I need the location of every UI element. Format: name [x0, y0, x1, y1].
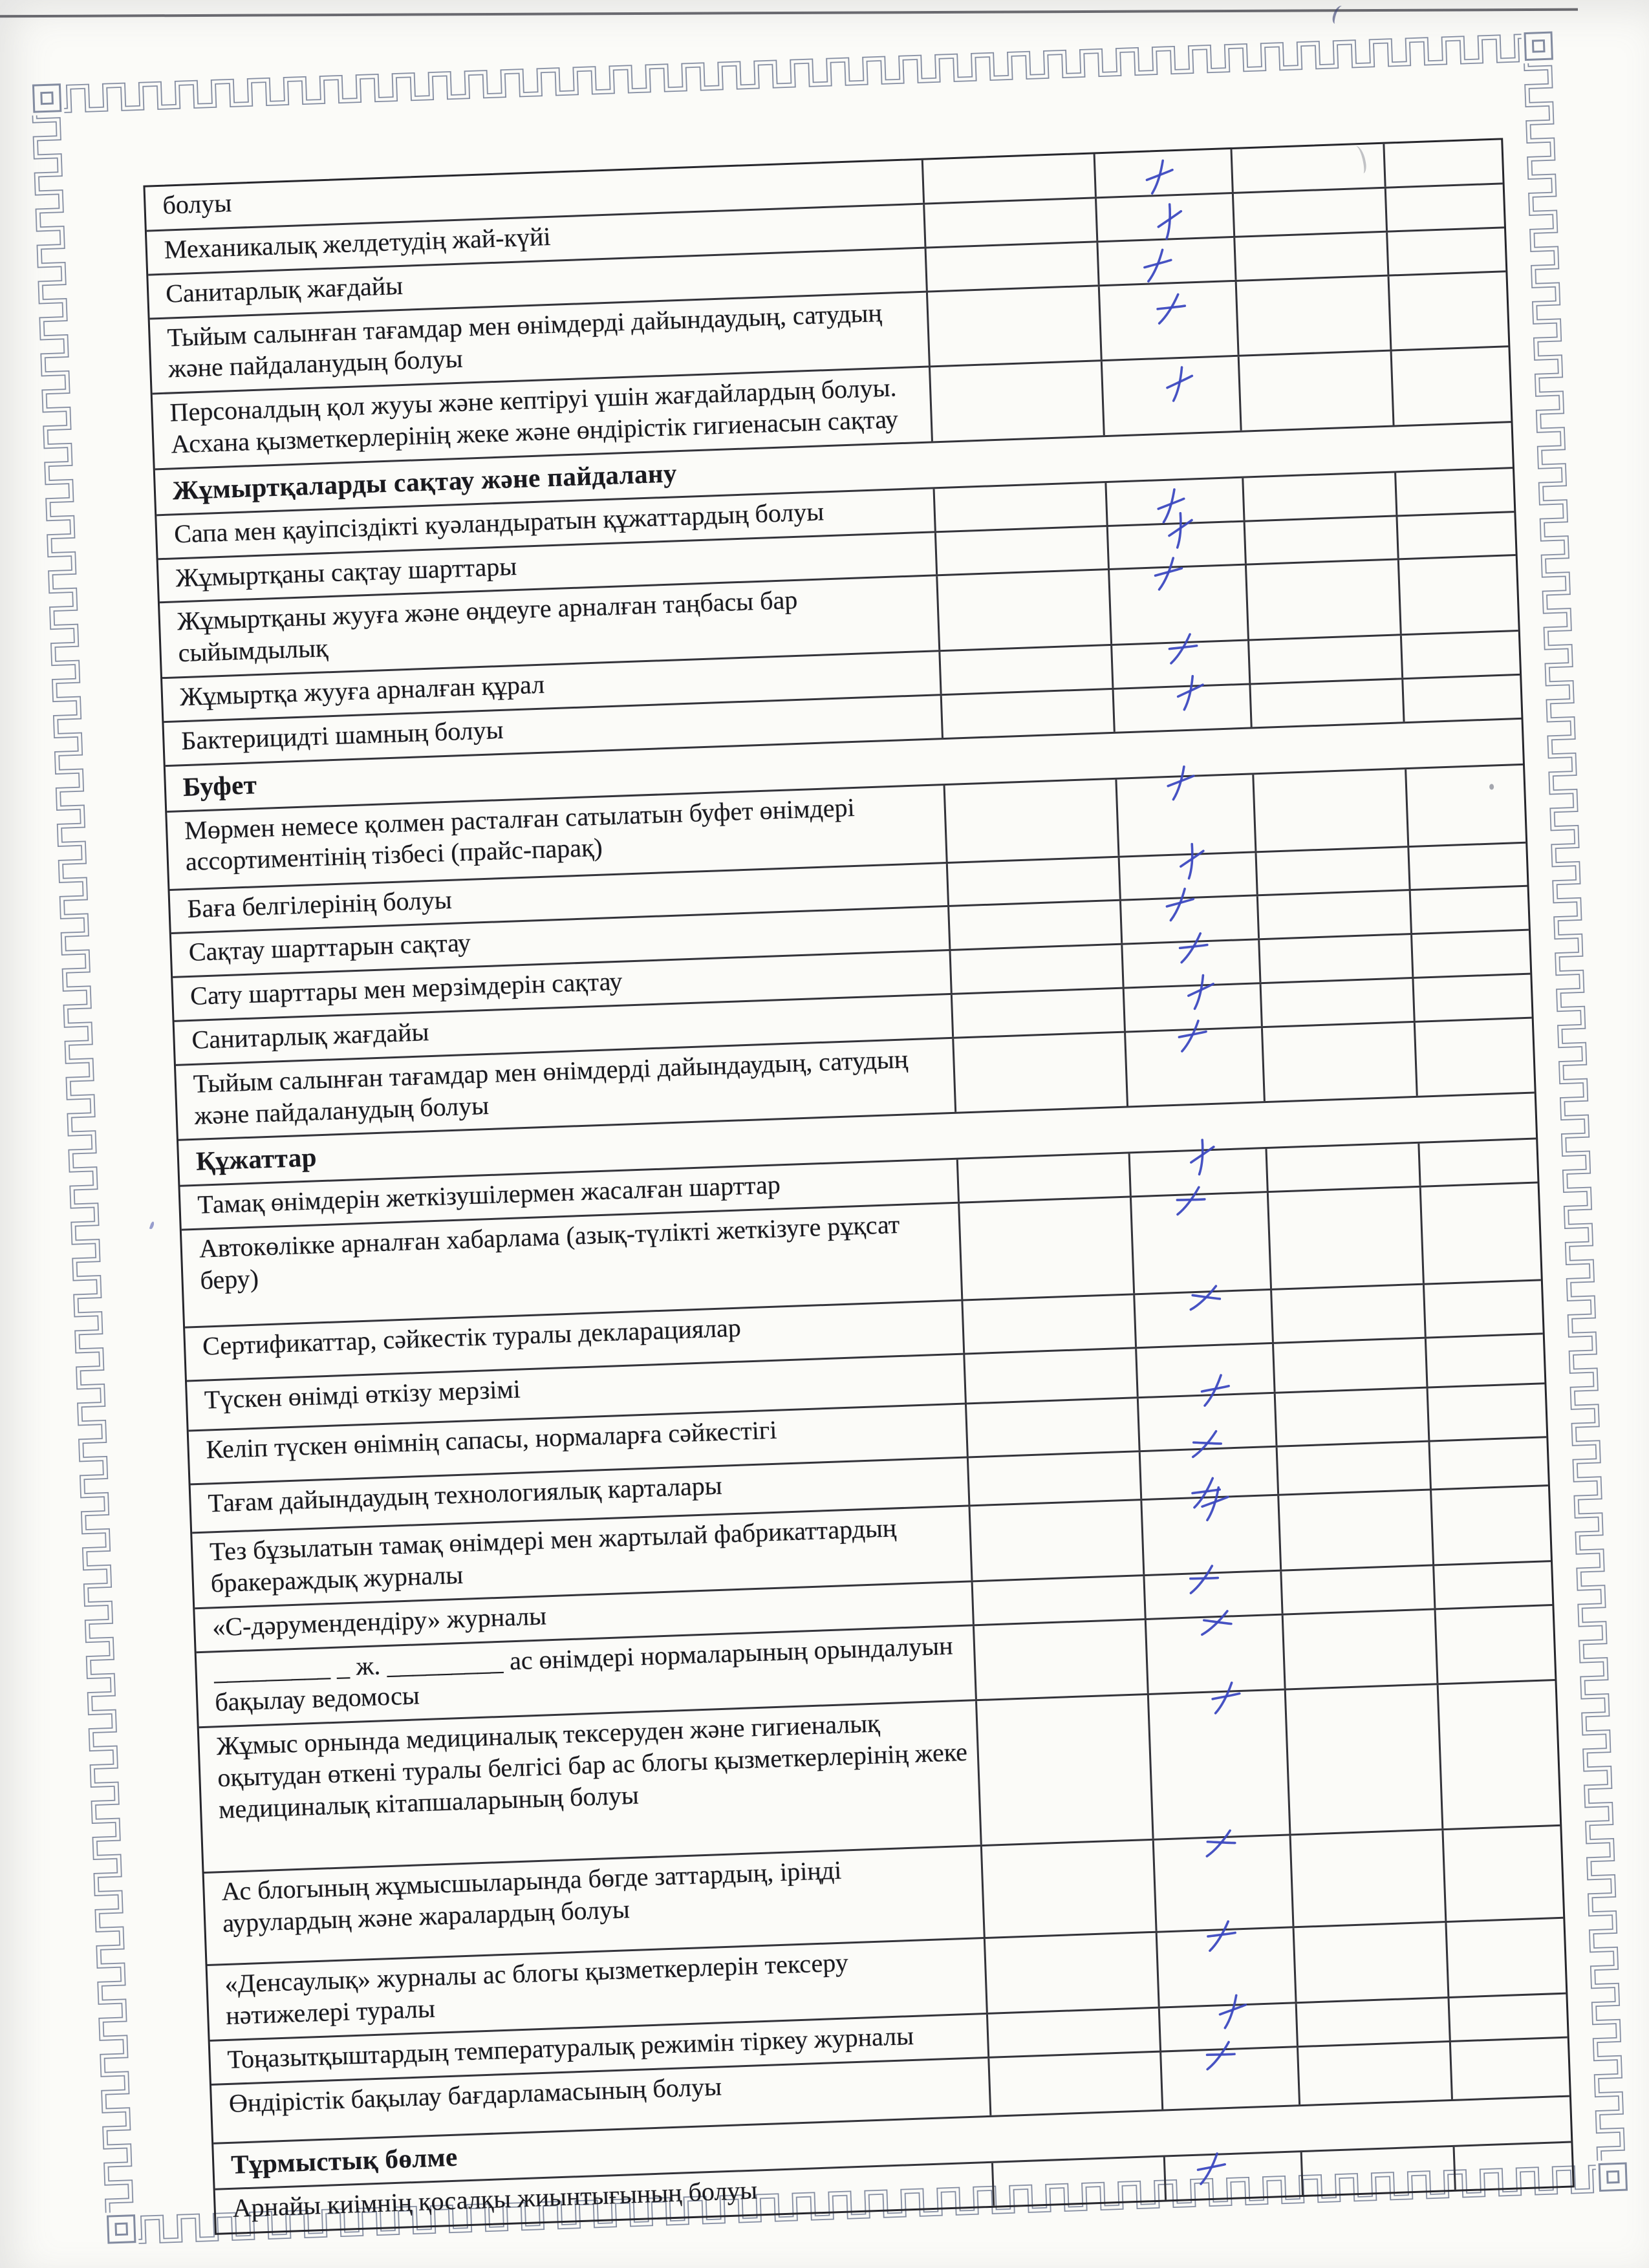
- empty-cell: [1251, 679, 1405, 727]
- empty-cell: [948, 857, 1121, 905]
- mark-cell: [1145, 1571, 1283, 1618]
- item-text: Тез бұзылатын тамақ өнімдері мен жартылай фабрикаттардың бракераждық журналы: [209, 1513, 897, 1598]
- empty-cell: [958, 1154, 1132, 1202]
- empty-cell: [975, 1620, 1149, 1700]
- mark-cell: [1100, 281, 1240, 359]
- empty-cell: [1421, 1184, 1541, 1283]
- empty-cell: [1419, 1140, 1537, 1186]
- empty-cell: [1245, 517, 1399, 564]
- mark-cell: [1117, 775, 1256, 855]
- empty-cell: [1282, 1566, 1436, 1613]
- item-text: Тағам дайындаудың технологиялық карталары: [207, 1470, 723, 1518]
- mark-cell: [1097, 194, 1235, 241]
- empty-cell: [1295, 1923, 1450, 2002]
- empty-cell: [1240, 352, 1395, 431]
- empty-cell: [1256, 848, 1410, 895]
- mark-cell: [1139, 1394, 1278, 1450]
- empty-cell: [1244, 473, 1397, 520]
- item-text: Механикалық желдетудің жай-күйі: [164, 221, 552, 264]
- mark-cell: [1103, 357, 1242, 435]
- empty-cell: [940, 646, 1114, 694]
- empty-cell: [1406, 765, 1525, 845]
- item-text: «С-дәрумендендіру» журналы: [211, 1601, 547, 1642]
- empty-cell: [973, 1576, 1147, 1624]
- handwritten-plus-mark-icon: [1154, 202, 1185, 241]
- mark-cell: [1120, 853, 1258, 899]
- empty-cell: [931, 361, 1105, 441]
- empty-cell: [1434, 1562, 1552, 1608]
- empty-cell: [1402, 632, 1520, 678]
- empty-cell: [960, 1198, 1135, 1300]
- empty-cell: [989, 2052, 1163, 2115]
- empty-cell: [1432, 1486, 1551, 1564]
- handwritten-plus-mark-icon: [1154, 487, 1185, 526]
- item-text: Жұмыртқаны жууға және өңдеуге арналған таңбасы бар сыйымдылық: [177, 585, 798, 668]
- mark-cell: [1137, 1344, 1275, 1396]
- handwritten-plus-mark-icon: [1194, 2150, 1225, 2188]
- item-text: Ас блогының жұмысшыларында бөгде заттардың, іріңді аурулардың және жаралардың болуы: [221, 1855, 842, 1938]
- empty-cell: [1389, 272, 1508, 350]
- empty-cell: [949, 901, 1123, 949]
- empty-cell: [1279, 1491, 1434, 1570]
- ink-speck: [149, 1221, 155, 1230]
- empty-cell: [965, 1349, 1138, 1402]
- border-corner-icon: [1599, 2163, 1628, 2192]
- section-title: Буфет: [182, 769, 257, 802]
- empty-cell: [1274, 1339, 1428, 1392]
- item-text: Сақтау шарттарын сақтау: [188, 928, 471, 967]
- empty-cell: [1260, 935, 1414, 982]
- mark-cell: [1123, 940, 1261, 987]
- empty-cell: [1234, 189, 1388, 236]
- handwritten-plus-mark-icon: [1154, 290, 1185, 328]
- empty-cell: [1385, 140, 1502, 186]
- empty-cell: [988, 2008, 1161, 2056]
- empty-cell: [942, 690, 1116, 738]
- empty-cell: [1258, 891, 1412, 938]
- empty-cell: [951, 945, 1125, 993]
- item-text: Баға белгілерінің болуы: [186, 884, 453, 923]
- mark-cell: [1141, 1448, 1279, 1499]
- mark-cell: [1110, 566, 1249, 644]
- empty-cell: [923, 154, 1097, 202]
- item-text: Санитарлық жағдайы: [165, 270, 404, 308]
- empty-cell: [1455, 2143, 1573, 2189]
- mark-cell: [1108, 522, 1247, 568]
- empty-cell: [927, 242, 1100, 290]
- section-title: Құжаттар: [195, 1142, 318, 1177]
- mark-cell: [1142, 1496, 1282, 1574]
- item-text: Өндірістік бақылау бағдарламасының болуы: [228, 2071, 722, 2118]
- item-text: Сертификаттар, сәйкестік туралы декларациялар: [202, 1312, 742, 1361]
- empty-cell: [945, 779, 1120, 861]
- empty-cell: [1284, 1610, 1439, 1689]
- empty-cell: [938, 570, 1112, 650]
- empty-cell: [1411, 887, 1529, 933]
- item-text: болуы: [162, 188, 232, 220]
- empty-cell: [1427, 1334, 1544, 1386]
- empty-cell: [1450, 1994, 1568, 2040]
- inspection-checklist-table: [143, 138, 1574, 2234]
- empty-cell: [936, 527, 1110, 575]
- empty-cell: [1276, 1389, 1430, 1446]
- empty-cell: [963, 1295, 1137, 1353]
- empty-cell: [1416, 1018, 1535, 1096]
- mark-cell: [1125, 984, 1263, 1031]
- mark-cell: [1149, 1691, 1291, 1839]
- item-text: Персоналдың қол жууы және кептіруі үшін жағдайлардың болуы. Асхана қызметкерлерінің жеке және өндірістік гигиенасын сақтау: [169, 372, 899, 459]
- empty-cell: [1299, 2042, 1453, 2104]
- empty-cell: [1399, 556, 1518, 634]
- mark-cell: [1112, 641, 1251, 687]
- item-text: Бактерицидті шамның болуы: [180, 714, 504, 755]
- mark-cell: [1135, 1290, 1274, 1347]
- empty-cell: [1451, 2038, 1569, 2099]
- empty-cell: [1386, 184, 1504, 230]
- empty-cell: [1414, 975, 1531, 1021]
- empty-cell: [953, 989, 1126, 1037]
- item-text: Тоңазытқыштардың температуралық режимін тіркеу журналы: [226, 2020, 914, 2074]
- border-corner-icon: [32, 83, 62, 113]
- item-text: Тыйым салынған тағамдар мен өнімдерді дайындаудың, сатудың және пайдаланудың болуы: [193, 1044, 909, 1130]
- empty-cell: [1263, 1023, 1418, 1102]
- empty-cell: [982, 1841, 1158, 1937]
- empty-cell: [969, 1452, 1142, 1504]
- empty-cell: [1396, 469, 1514, 515]
- mark-cell: [1161, 2048, 1300, 2109]
- empty-cell: [1247, 561, 1402, 639]
- empty-cell: [1409, 843, 1527, 889]
- item-text: Жұмыртқаны сақтау шарттары: [175, 551, 517, 592]
- item-text: Сату шарттары мен мерзімдерін сақтау: [189, 966, 623, 1011]
- empty-cell: [1237, 276, 1392, 355]
- empty-cell: [1436, 1606, 1555, 1684]
- empty-cell: [1269, 1188, 1425, 1289]
- item-text: Сапа мен қауіпсіздікті куәландыратын құжаттардың болуы: [173, 497, 824, 549]
- mark-cell: [1132, 1193, 1272, 1293]
- mark-cell: [1130, 1149, 1269, 1195]
- empty-cell: [971, 1501, 1145, 1580]
- mark-cell: [1165, 2152, 1304, 2199]
- empty-cell: [1297, 1998, 1451, 2046]
- item-text: _________ _ ж. _________ ас өнімдері нормаларының орындалуын бақылау ведомосы: [213, 1631, 954, 1717]
- mark-cell: [1121, 897, 1260, 943]
- empty-cell: [977, 1695, 1154, 1845]
- empty-cell: [954, 1032, 1128, 1112]
- section-title: Тұрмыстық бөлме: [230, 2141, 458, 2179]
- item-text: Тамақ өнімдерін жеткізушілермен жасалған шарттар: [197, 1170, 781, 1220]
- item-text: Арнайы киімнің қосалқы жиынтығының болуы: [232, 2175, 758, 2223]
- item-text: Жұмыс орнында медициналық тексеруден және гигиеналық оқытудан өткені туралы белгісі бар ас блогы қызметкерлерінің жеке медициналық кітапшаларының болуы: [215, 1708, 968, 1824]
- item-text: Санитарлық жағдайы: [191, 1017, 430, 1054]
- mark-cell: [1098, 238, 1236, 284]
- empty-cell: [1286, 1685, 1444, 1834]
- greek-key-border-left: [31, 114, 138, 2213]
- empty-cell: [1425, 1281, 1543, 1337]
- empty-cell: [1430, 1438, 1547, 1488]
- empty-cell: [1267, 1144, 1421, 1191]
- empty-cell: [967, 1398, 1141, 1456]
- empty-cell: [1443, 1826, 1563, 1921]
- empty-cell: [935, 483, 1108, 531]
- empty-cell: [1291, 1830, 1447, 1926]
- empty-cell: [1397, 513, 1515, 559]
- item-text: Автокөлікке арналған хабарлама (азық-түлікті жеткізуге рұқсат беру): [199, 1210, 900, 1295]
- empty-cell: [1388, 228, 1505, 274]
- mark-cell: [1095, 149, 1234, 197]
- mark-cell: [1106, 478, 1245, 524]
- empty-cell: [1447, 1919, 1566, 1996]
- empty-cell: [1262, 979, 1416, 1026]
- empty-cell: [1392, 347, 1511, 425]
- empty-cell: [1412, 931, 1530, 977]
- empty-cell: [928, 286, 1103, 366]
- item-text-cell: [199, 1701, 982, 1872]
- empty-cell: [925, 198, 1098, 246]
- item-text: «Денсаулық» журналы ас блогы қызметкерлерін тексеру нәтижелері туралы: [224, 1947, 849, 2030]
- mark-cell: [1160, 2004, 1299, 2050]
- empty-cell: [1272, 1285, 1427, 1342]
- empty-cell: [1302, 2146, 1456, 2194]
- border-corner-icon: [107, 2214, 136, 2244]
- empty-cell: [1403, 676, 1521, 722]
- handwritten-plus-mark-icon: [1141, 246, 1172, 285]
- empty-cell: [1278, 1442, 1432, 1494]
- handwritten-plus-mark-icon: [1163, 365, 1194, 403]
- empty-cell: [986, 1933, 1160, 2013]
- greek-key-border-top: [63, 30, 1522, 114]
- mark-cell: [1154, 1836, 1295, 1931]
- item-text: Мөрмен немесе қолмен расталған сатылатын буфет өнімдері ассортиментінің тізбесі (прайс-парақ): [184, 792, 856, 877]
- item-text: Жұмыртқа жууға арналған құрал: [179, 669, 545, 712]
- empty-cell: [1254, 769, 1409, 851]
- mark-cell: [1147, 1615, 1286, 1693]
- border-corner-icon: [1524, 32, 1553, 61]
- handwritten-plus-mark-icon: [1143, 158, 1174, 197]
- mark-cell: [1158, 1928, 1297, 2006]
- item-text: Түскен өнімді өткізу мерзімі: [204, 1374, 521, 1415]
- empty-cell: [1249, 636, 1403, 683]
- item-text: Келіп түскен өнімнің сапасы, нормаларға сәйкестігі: [205, 1415, 777, 1464]
- mark-cell: [1114, 685, 1253, 731]
- empty-cell: [993, 2157, 1167, 2205]
- item-text: Тыйым салынған тағамдар мен өнімдерді дайындаудың, сатудың және пайдаланудың болуы: [166, 297, 883, 383]
- section-title: Жұмыртқаларды сақтау және пайдалану: [172, 458, 678, 506]
- mark-cell: [1126, 1028, 1266, 1106]
- empty-cell: [1439, 1681, 1560, 1828]
- empty-cell: [1235, 232, 1389, 279]
- empty-cell: [1428, 1384, 1547, 1440]
